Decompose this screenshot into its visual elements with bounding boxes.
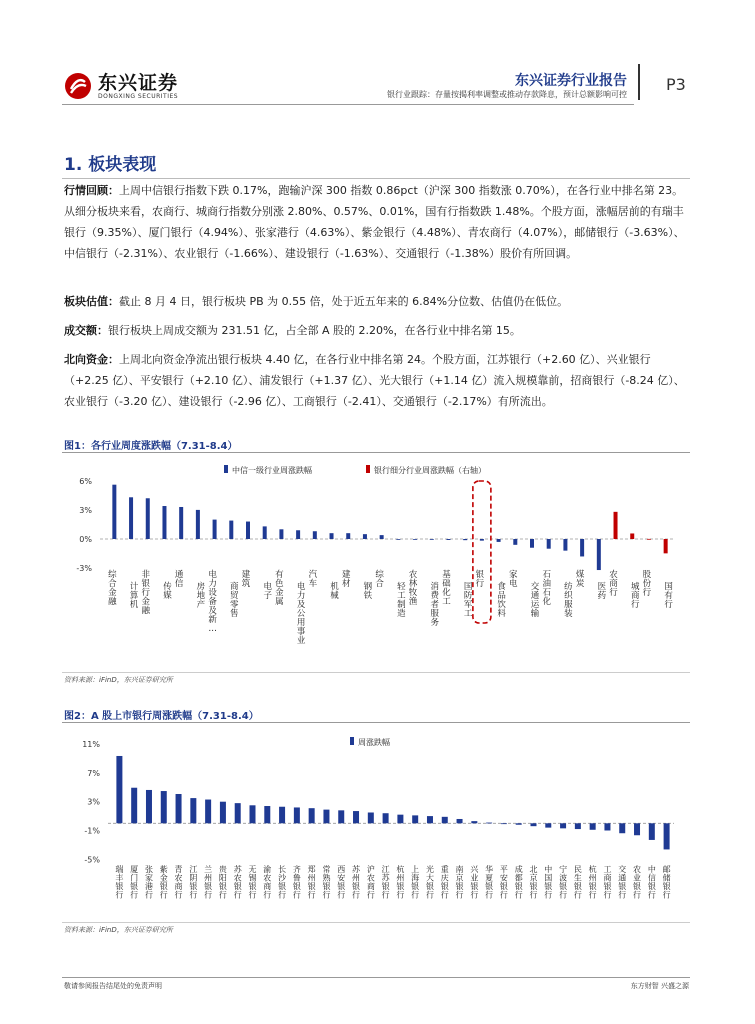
category-label: 杭州银行 bbox=[396, 865, 405, 900]
bar bbox=[380, 535, 384, 539]
section-title: 1. 板块表现 bbox=[64, 155, 157, 175]
category-label: 家电 bbox=[509, 570, 518, 589]
category-label: 江苏银行 bbox=[381, 865, 390, 900]
page-number: P3 bbox=[666, 75, 686, 94]
category-label: 紫金银行 bbox=[159, 865, 168, 900]
bar bbox=[547, 539, 551, 549]
category-label: 交通银行 bbox=[618, 865, 627, 900]
bar bbox=[664, 539, 668, 553]
bar bbox=[213, 520, 217, 539]
figure2-source: 资料来源：iFinD，东兴证券研究所 bbox=[64, 926, 173, 934]
y-tick-label: 3% bbox=[79, 505, 92, 515]
logo-subtext: DONGXING SECURITIES bbox=[98, 93, 179, 100]
bar bbox=[497, 539, 501, 542]
category-label: 城商行 bbox=[630, 582, 640, 610]
category-label: 中信银行 bbox=[647, 865, 656, 900]
bar bbox=[220, 802, 226, 824]
company-logo-icon bbox=[64, 72, 92, 100]
figure2-bottom-rule bbox=[62, 922, 690, 923]
bar bbox=[176, 794, 182, 823]
category-label: 石油石化 bbox=[542, 570, 551, 607]
logo-text: 东兴证券 bbox=[98, 72, 179, 94]
para-label: 北向资金： bbox=[64, 353, 119, 366]
category-label: 宁波银行 bbox=[559, 865, 568, 900]
bar bbox=[196, 510, 200, 539]
para-text: 上周中信银行指数下跌 0.17%，跑输沪深 300 指数 0.86pct（沪深 300 指数涨 0.70%），在各行业中排名第 23。从细分板块来看，农商行、城商行指数分别涨 2.80%、0.57%、0.01%，国有行指数跌 1.48%。个股方面，涨幅居前的有瑞丰银行（9.35%）、厦门银行（4.94%）、张家港行（4.63%）、紫金银行（4.48%）、青农商行（4.07%），邮储银行（-3.63%）、中信银行（-2.31%）、农业银行（-1.66%）、建设银行（-1.63%）、交通银行（-1.38%）股价有所回调。 bbox=[64, 184, 685, 260]
category-label: 银行 bbox=[475, 570, 485, 589]
bar bbox=[480, 539, 484, 541]
y-tick-label: -5% bbox=[84, 855, 100, 865]
section-rule bbox=[62, 178, 690, 179]
category-label: 建筑 bbox=[241, 570, 251, 589]
category-label: 平安银行 bbox=[499, 865, 508, 900]
bar bbox=[396, 539, 400, 540]
bar bbox=[501, 823, 507, 824]
category-label: 建材 bbox=[341, 570, 351, 589]
bar bbox=[338, 810, 344, 823]
y-tick-label: -3% bbox=[76, 564, 92, 574]
category-label: 医药 bbox=[597, 582, 607, 601]
category-label: 通信 bbox=[174, 570, 184, 589]
category-label: 兰州银行 bbox=[204, 865, 213, 900]
paragraph-turnover bbox=[64, 320, 690, 341]
bar bbox=[590, 823, 596, 829]
category-label: 国防军工 bbox=[463, 582, 473, 619]
category-label: 张家港行 bbox=[144, 865, 153, 900]
category-label: 长沙银行 bbox=[278, 865, 287, 900]
category-label: 沪农商行 bbox=[366, 865, 375, 900]
category-label: 机械 bbox=[330, 582, 339, 601]
para-label: 板块估值： bbox=[64, 295, 119, 308]
para-label: 行情回顾： bbox=[64, 184, 119, 197]
bar bbox=[205, 800, 211, 824]
y-tick-label: 6% bbox=[79, 476, 92, 486]
bar bbox=[323, 810, 329, 824]
para-text: 截止 8 月 4 日，银行板块 PB 为 0.55 倍，处于近五年来的 6.84%分位数、估值仍在低位。 bbox=[119, 295, 569, 308]
bar bbox=[446, 539, 450, 540]
bar bbox=[664, 823, 670, 849]
header-rule bbox=[62, 104, 634, 105]
bar bbox=[516, 823, 522, 824]
bar bbox=[146, 790, 152, 823]
bar bbox=[279, 807, 285, 824]
category-label: 轻工制造 bbox=[397, 582, 406, 619]
category-label: 渝农商行 bbox=[263, 865, 272, 900]
footer-rule bbox=[62, 977, 690, 978]
bar bbox=[442, 817, 448, 823]
bar bbox=[530, 539, 534, 548]
legend-label: 周涨跌幅 bbox=[358, 738, 390, 747]
bar bbox=[146, 498, 150, 539]
category-label: 厦门银行 bbox=[130, 865, 139, 900]
legend-swatch-blue bbox=[224, 465, 228, 473]
bar bbox=[560, 823, 566, 828]
bar bbox=[634, 823, 640, 835]
bar bbox=[116, 756, 122, 823]
category-label: 电力设备及新… bbox=[208, 570, 217, 634]
category-label: 商贸零售 bbox=[230, 582, 239, 619]
category-label: 瑞丰银行 bbox=[115, 865, 124, 900]
category-label: 成都银行 bbox=[514, 865, 523, 900]
bar bbox=[353, 811, 359, 823]
category-label: 电力及公用事业 bbox=[296, 582, 306, 646]
bar bbox=[457, 819, 463, 823]
bar bbox=[383, 813, 389, 823]
category-label: 工商银行 bbox=[603, 865, 612, 900]
bar bbox=[263, 526, 267, 539]
bar bbox=[463, 539, 467, 540]
paragraph-valuation bbox=[64, 291, 690, 312]
category-label: 消费者服务 bbox=[430, 582, 440, 628]
category-label: 计算机 bbox=[129, 582, 139, 610]
category-label: 光大银行 bbox=[425, 865, 434, 900]
bar bbox=[575, 823, 581, 829]
bar bbox=[129, 497, 133, 539]
y-tick-label: 11% bbox=[82, 740, 100, 750]
category-label: 杭州银行 bbox=[588, 865, 597, 900]
legend-label: 中信一级行业周涨跌幅 bbox=[232, 466, 312, 475]
report-subtitle: 银行业跟踪：存量按揭利率调整或推动存款降息，预计总额影响可控 bbox=[387, 90, 627, 99]
category-label: 基础化工 bbox=[442, 570, 451, 607]
bar bbox=[368, 813, 374, 824]
legend-label: 银行细分行业周涨跌幅（右轴） bbox=[374, 466, 486, 475]
y-tick-label: 7% bbox=[87, 768, 100, 778]
category-label: 交通运输 bbox=[530, 582, 540, 619]
category-label: 国有行 bbox=[664, 582, 673, 610]
category-label: 民生银行 bbox=[573, 865, 582, 900]
category-label: 常熟银行 bbox=[322, 865, 331, 900]
category-label: 汽车 bbox=[308, 570, 318, 589]
bar bbox=[161, 791, 167, 823]
figure1-title: 图1：各行业周度涨跌幅（7.31-8.4） bbox=[64, 441, 238, 452]
bar bbox=[330, 533, 334, 539]
figure1-bottom-rule bbox=[62, 672, 690, 673]
paragraph-northbound bbox=[64, 349, 690, 412]
bar bbox=[346, 533, 350, 539]
category-label: 西安银行 bbox=[337, 865, 346, 900]
para-text: 上周北向资金净流出银行板块 4.40 亿，在各行业中排名第 24。个股方面，江苏银行（+2.60 亿）、兴业银行（+2.25 亿）、平安银行（+2.10 亿）、浦发银行（+1.37 亿）、光大银行（+1.14 亿）流入规模靠前，招商银行（-8.24 亿）、农业银行（-3.20 亿）、建设银行（-2.96 亿）、工商银行（-2.41）、交通银行（-2.17%）有所流出。 bbox=[64, 353, 685, 408]
bar bbox=[430, 539, 434, 540]
bar bbox=[190, 798, 196, 823]
bar bbox=[413, 539, 417, 540]
paragraph-market-review bbox=[64, 180, 690, 264]
bar bbox=[580, 539, 584, 556]
bar bbox=[604, 823, 610, 830]
figure1-source: 资料来源：iFinD，东兴证券研究所 bbox=[64, 676, 173, 684]
legend-swatch-red bbox=[366, 465, 370, 473]
bar bbox=[427, 816, 433, 823]
bar bbox=[647, 539, 651, 540]
bar bbox=[614, 512, 618, 539]
bar bbox=[294, 807, 300, 823]
category-label: 苏州银行 bbox=[352, 865, 361, 900]
bar bbox=[619, 823, 625, 833]
footer-disclaimer: 敬请参阅报告结尾处的免责声明 bbox=[64, 982, 162, 990]
y-tick-label: 3% bbox=[87, 797, 100, 807]
category-label: 北京银行 bbox=[529, 865, 538, 900]
report-title: 东兴证券行业报告 bbox=[515, 73, 627, 89]
bar bbox=[471, 821, 477, 823]
y-tick-label: 0% bbox=[79, 535, 92, 544]
bar bbox=[162, 506, 166, 539]
highlight-box bbox=[473, 481, 491, 623]
bank-weekly-change-chart bbox=[62, 725, 690, 920]
bar bbox=[597, 539, 601, 570]
legend-swatch-blue bbox=[350, 737, 354, 745]
category-label: 电子 bbox=[263, 582, 272, 601]
bar bbox=[486, 823, 492, 824]
category-label: 江阴银行 bbox=[189, 865, 198, 900]
figure2-title: 图2：A 股上市银行周涨跌幅（7.31-8.4） bbox=[64, 711, 259, 722]
para-text: 银行板块上周成交额为 231.51 亿，占全部 A 股的 2.20%，在各行业中排名第 15。 bbox=[108, 324, 521, 337]
footer-slogan: 东方财智 兴盛之源 bbox=[630, 982, 689, 990]
para-label: 成交额： bbox=[64, 324, 108, 337]
category-label: 钢铁 bbox=[363, 582, 373, 601]
bar bbox=[235, 803, 241, 823]
category-label: 煤炭 bbox=[575, 570, 585, 589]
category-label: 食品饮料 bbox=[497, 582, 506, 619]
bar bbox=[246, 522, 250, 539]
category-label: 南京银行 bbox=[455, 865, 464, 900]
bar bbox=[563, 539, 567, 551]
category-label: 有色金属 bbox=[275, 570, 284, 607]
bar bbox=[545, 823, 551, 827]
category-label: 重庆银行 bbox=[440, 865, 449, 900]
figure2-rule bbox=[62, 722, 690, 723]
category-label: 邮储银行 bbox=[662, 865, 671, 900]
bar bbox=[630, 533, 634, 539]
bar bbox=[313, 531, 317, 539]
bar bbox=[649, 823, 655, 840]
category-label: 综合金融 bbox=[108, 570, 117, 607]
category-label: 华夏银行 bbox=[485, 865, 494, 900]
category-label: 无锡银行 bbox=[248, 865, 257, 900]
bar bbox=[279, 529, 283, 539]
header-divider bbox=[638, 64, 640, 100]
bar bbox=[264, 806, 270, 823]
bar bbox=[131, 788, 137, 824]
category-label: 综合 bbox=[375, 570, 384, 589]
category-label: 传媒 bbox=[163, 582, 172, 601]
bar bbox=[513, 539, 517, 545]
category-label: 非银行金融 bbox=[141, 570, 151, 616]
category-label: 上海银行 bbox=[411, 865, 420, 900]
category-label: 齐鲁银行 bbox=[292, 865, 301, 900]
bar bbox=[229, 521, 233, 539]
y-tick-label: -1% bbox=[84, 826, 100, 836]
category-label: 贵阳银行 bbox=[218, 865, 227, 900]
category-label: 苏农银行 bbox=[233, 865, 242, 900]
bar bbox=[309, 808, 315, 823]
category-label: 郑州银行 bbox=[307, 865, 316, 900]
category-label: 房地产 bbox=[196, 582, 206, 610]
figure1-rule bbox=[62, 452, 690, 453]
bar bbox=[250, 805, 256, 823]
bar bbox=[531, 823, 537, 826]
category-label: 兴业银行 bbox=[470, 865, 479, 900]
bar bbox=[397, 815, 403, 824]
category-label: 农商行 bbox=[609, 570, 618, 598]
category-label: 农林牧渔 bbox=[408, 570, 418, 607]
category-label: 中国银行 bbox=[544, 865, 553, 900]
category-label: 青农商行 bbox=[174, 865, 183, 900]
category-label: 纺织服装 bbox=[564, 582, 573, 619]
bar bbox=[296, 530, 300, 539]
bar bbox=[363, 534, 367, 539]
bar bbox=[412, 815, 418, 823]
industry-weekly-change-chart bbox=[62, 455, 690, 670]
category-label: 农业银行 bbox=[633, 865, 642, 900]
category-label: 股份行 bbox=[642, 570, 652, 598]
bar bbox=[179, 507, 183, 539]
bar bbox=[112, 485, 116, 539]
